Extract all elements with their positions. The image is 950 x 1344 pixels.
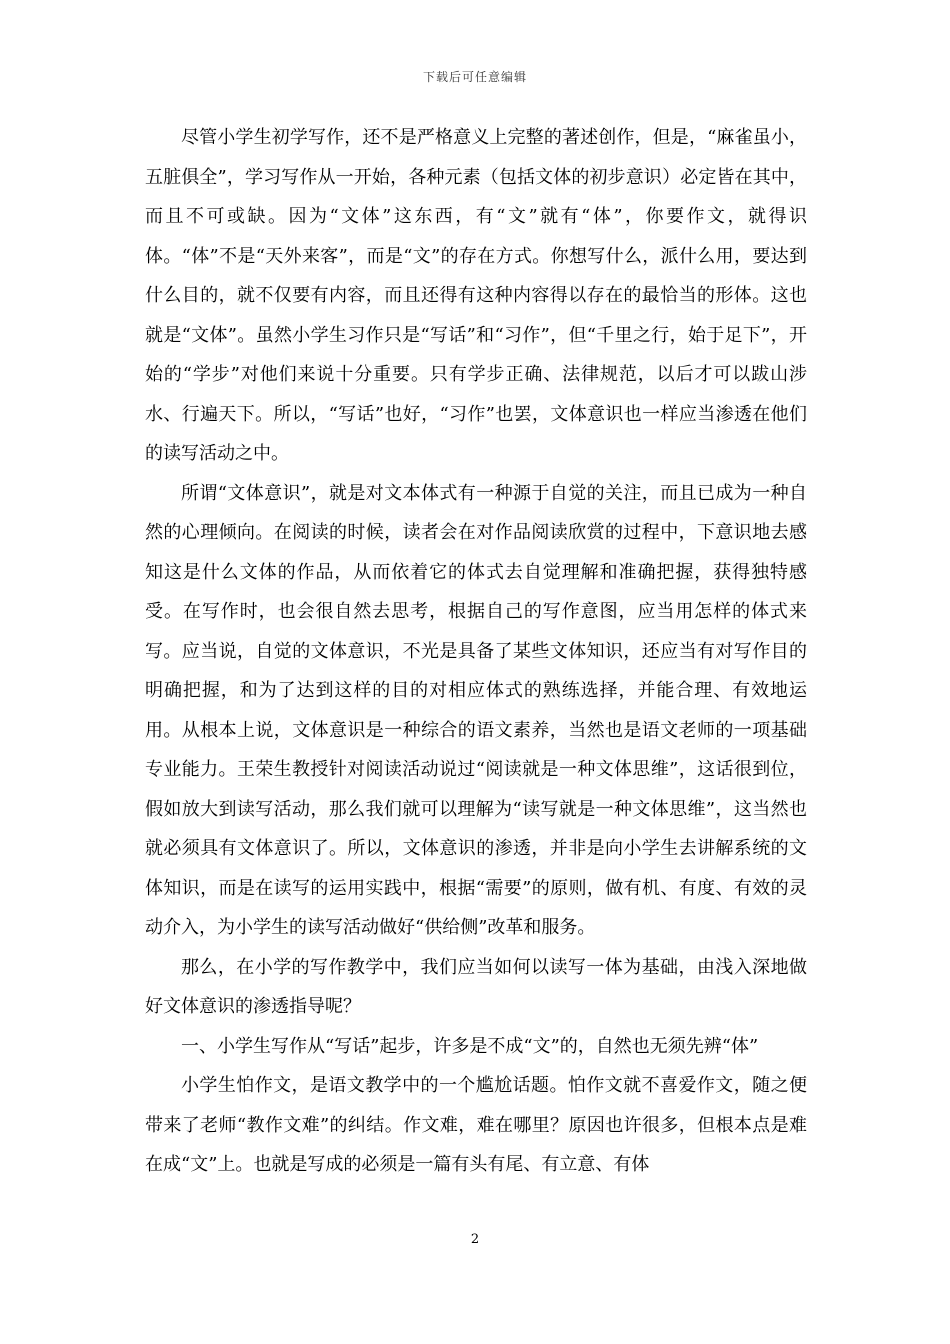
paragraph-1: 尽管小学生初学写作，还不是严格意义上完整的著述创作，但是，“麻雀虽小，五脏俱全”，学习写作从一开始，各种元素（包括文体的初步意识）必定皆在其中，而且不可或缺。因为“文体”这东西，有“文”就有“体”，你要作文，就得识体。“体”不是“天外来客”，而是“文”的存在方式。你想写什么，派什么用，要达到什么目的，就不仅要有内容，而且还得有这种内容得以存在的最恰当的形体。这也就是“文体”。虽然小学生习作只是“写话”和“习作”，但“千里之行，始于足下”，开始的“学步”对他们来说十分重要。只有学步正确、法律规范，以后才可以跋山涉水、行遍天下。所以，“写话”也好，“习作”也罢，文体意识也一样应当渗透在他们的读写活动之中。 bbox=[145, 127, 807, 464]
paragraph-2: 所谓“文体意识”，就是对文本体式有一种源于自觉的关注，而且已成为一种自然的心理倾向。在阅读的时候，读者会在对作品阅读欣赏的过程中，下意识地去感知这是什么文体的作品，从而依着它的体式去自觉理解和准确把握，获得独特感受。在写作时，也会很自然去思考，根据自己的写作意图，应当用怎样的体式来写。应当说，自觉的文体意识，不光是具备了某些文体知识，还应当有对写作目的明确把握，和为了达到这样的目的对相应体式的熟练选择，并能合理、有效地运用。从根本上说，文体意识是一种综合的语文素养，当然也是语文老师的一项基础专业能力。王荣生教授针对阅读活动说过“阅读就是一种文体思维”，这话很到位，假如放大到读写活动，那么我们就可以理解为“读写就是一种文体思维”，这当然也就必须具有文体意识了。所以，文体意识的渗透，并非是向小学生去讲解系统的文体知识，而是在读写的运用实践中，根据“需要”的原则，做有机、有度、有效的灵动介入，为小学生的读写活动做好“供给侧”改革和服务。 bbox=[145, 482, 807, 938]
page-number: 2 bbox=[470, 1232, 480, 1247]
section-heading: 一、小学生写作从“写话”起步，许多是不成“文”的，自然也无须先辨“体” bbox=[181, 1035, 759, 1057]
document-body bbox=[145, 118, 807, 1185]
paragraph-3: 那么，在小学的写作教学中，我们应当如何以读写一体为基础，由浅入深地做好文体意识的渗透指导呢？ bbox=[145, 956, 807, 1017]
page-header: 下载后可任意编辑 bbox=[422, 70, 527, 84]
paragraph-4: 小学生怕作文，是语文教学中的一个尴尬话题。怕作文就不喜爱作文，随之便带来了老师“教作文难”的纠结。作文难，难在哪里？原因也许很多，但根本点是难在成“文”上。也就是写成的必须是一篇有头有尾、有立意、有体 bbox=[145, 1075, 807, 1175]
